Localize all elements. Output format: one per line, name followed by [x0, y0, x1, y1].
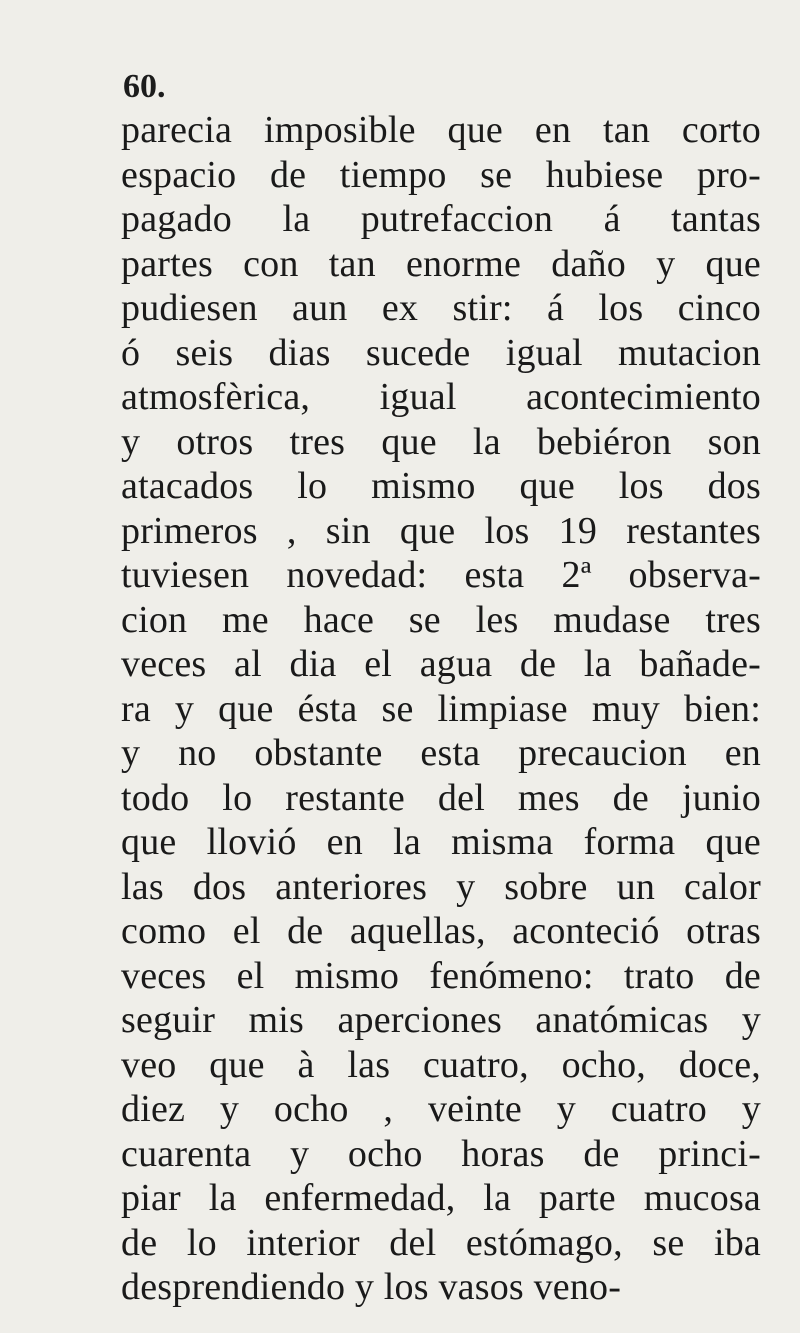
- body-text: [121, 108, 761, 1310]
- text-line: seguir mis aperciones anatómicas y: [121, 999, 761, 1041]
- text-line: parecia imposible que en tan corto: [121, 109, 761, 151]
- text-line: primeros , sin que los 19 restantes: [121, 509, 761, 552]
- text-line: veo que à las cuatro, ocho, doce,: [121, 1043, 761, 1086]
- text-line: partes con tan enorme daño y que: [121, 242, 761, 285]
- text-line: ó seis dias sucede igual mutacion: [121, 331, 761, 374]
- text-line: veces el mismo fenómeno: trato de: [121, 954, 761, 997]
- text-line: ra y que ésta se limpiase muy bien:: [121, 687, 761, 730]
- text-line: cion me hace se les mudase tres: [121, 598, 761, 641]
- text-line: que llovió en la misma forma que: [121, 821, 761, 863]
- text-line: diez y ocho , veinte y cuatro y: [121, 1088, 761, 1130]
- text-line: piar la enfermedad, la parte mucosa: [121, 1177, 761, 1219]
- text-line: y otros tres que la bebiéron son: [121, 420, 761, 463]
- text-line: como el de aquellas, aconteció otras: [121, 910, 761, 952]
- text-line: pudiesen aun ex stir: á los cinco: [121, 287, 761, 329]
- text-line: veces al dia el agua de la bañade-: [121, 643, 761, 685]
- text-line: atacados lo mismo que los dos: [121, 465, 761, 507]
- page-number: 60.: [123, 68, 166, 105]
- text-line: tuviesen novedad: esta 2ª observa-: [121, 554, 761, 596]
- text-line: todo lo restante del mes de junio: [121, 776, 761, 819]
- text-line: y no obstante esta precaucion en: [121, 732, 761, 774]
- text-line: atmosfèrica, igual acontecimiento: [121, 376, 761, 418]
- text-line: cuarenta y ocho horas de princi-: [121, 1132, 761, 1175]
- text-line: de lo interior del estómago, se iba: [121, 1221, 761, 1264]
- text-line: desprendiendo y los vasos veno-: [121, 1266, 622, 1308]
- text-line: espacio de tiempo se hubiese pro-: [121, 153, 761, 196]
- text-line: las dos anteriores y sobre un calor: [121, 865, 761, 908]
- text-line: pagado la putrefaccion á tantas: [121, 198, 761, 240]
